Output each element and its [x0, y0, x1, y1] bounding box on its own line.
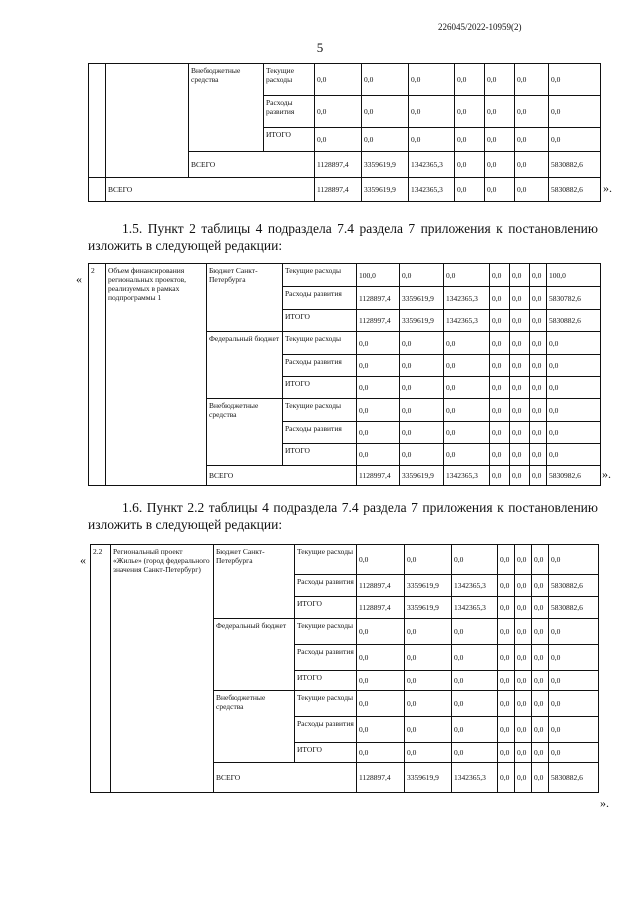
value-cell: 3359619,9	[362, 178, 409, 202]
value-cell: 0,0	[530, 377, 547, 399]
value-cell: 0,0	[515, 96, 549, 128]
value-cell: 0,0	[452, 645, 498, 671]
value-cell: 1342365,3	[452, 763, 498, 793]
value-cell: 1128897,4	[357, 287, 400, 310]
value-cell: 0,0	[452, 691, 498, 717]
value-cell: 0,0	[515, 717, 532, 743]
value-cell: 1342365,3	[409, 178, 455, 202]
value-cell: 0,0	[530, 466, 547, 486]
value-cell: 5830882,6	[549, 152, 601, 178]
value-cell: 1128897,4	[315, 178, 362, 202]
value-cell: 0,0	[515, 575, 532, 597]
value-cell: 0,0	[530, 355, 547, 377]
value-cell: 0,0	[362, 128, 409, 152]
value-cell: 0,0	[532, 743, 549, 763]
value-cell: 0,0	[490, 355, 510, 377]
table-continuation	[88, 63, 601, 202]
value-cell: 0,0	[498, 575, 515, 597]
value-cell: 0,0	[315, 128, 362, 152]
value-cell: 0,0	[455, 178, 485, 202]
value-cell: 0,0	[357, 691, 405, 717]
table-cell	[89, 178, 106, 202]
funding-source-cell: Федеральный бюджет	[207, 332, 283, 399]
value-cell: 0,0	[549, 671, 599, 691]
value-cell: 0,0	[444, 399, 490, 422]
table-item-2	[88, 263, 601, 486]
value-cell: 0,0	[515, 597, 532, 619]
value-cell: 0,0	[530, 444, 547, 466]
value-cell: 0,0	[362, 96, 409, 128]
value-cell: 0,0	[498, 743, 515, 763]
value-cell: 0,0	[515, 691, 532, 717]
item-name-cell: Региональный проект «Жилье» (город федерального значения Санкт-Петербург)	[111, 545, 214, 793]
value-cell: 3359619,9	[405, 597, 452, 619]
funding-source-cell: Внебюджетные средства	[189, 64, 264, 152]
value-cell: 0,0	[357, 717, 405, 743]
value-cell: 0,0	[400, 422, 444, 444]
close-quote: ».	[600, 796, 609, 810]
value-cell: 0,0	[409, 96, 455, 128]
value-cell: 0,0	[357, 422, 400, 444]
value-cell: 0,0	[400, 399, 444, 422]
value-cell: 0,0	[547, 399, 601, 422]
value-cell: 3359619,9	[405, 575, 452, 597]
value-cell: 0,0	[357, 671, 405, 691]
value-cell: 100,0	[357, 264, 400, 287]
expense-type-cell: ИТОГО	[283, 377, 357, 399]
value-cell: 0,0	[498, 645, 515, 671]
value-cell: 0,0	[515, 545, 532, 575]
value-cell: 0,0	[510, 355, 530, 377]
value-cell: 0,0	[357, 444, 400, 466]
value-cell: 0,0	[510, 264, 530, 287]
value-cell: 0,0	[362, 64, 409, 96]
value-cell: 0,0	[357, 619, 405, 645]
value-cell: 5830982,6	[547, 466, 601, 486]
value-cell: 0,0	[510, 377, 530, 399]
value-cell: 0,0	[549, 645, 599, 671]
expense-type-cell: Текущие расходы	[283, 399, 357, 422]
value-cell: 0,0	[455, 96, 485, 128]
value-cell: 1342365,3	[452, 597, 498, 619]
value-cell: 1342365,3	[452, 575, 498, 597]
value-cell: 0,0	[549, 743, 599, 763]
funding-source-cell: Бюджет Санкт-Петербурга	[207, 264, 283, 332]
value-cell: 3359619,9	[400, 466, 444, 486]
value-cell: 0,0	[485, 96, 515, 128]
value-cell: 0,0	[532, 597, 549, 619]
value-cell: 3359619,9	[400, 310, 444, 332]
table-cell	[89, 64, 106, 178]
expense-type-cell: Расходы развития	[295, 645, 357, 671]
value-cell: 0,0	[532, 545, 549, 575]
expense-type-cell: Расходы развития	[283, 355, 357, 377]
close-quote: ».	[602, 467, 611, 481]
value-cell: 0,0	[490, 466, 510, 486]
expense-type-cell: ИТОГО	[295, 743, 357, 763]
value-cell: 1128897,4	[357, 597, 405, 619]
total-label-cell: ВСЕГО	[189, 152, 315, 178]
value-cell: 0,0	[444, 444, 490, 466]
value-cell: 0,0	[515, 671, 532, 691]
value-cell: 0,0	[547, 332, 601, 355]
expense-type-cell: Текущие расходы	[283, 264, 357, 287]
value-cell: 0,0	[444, 377, 490, 399]
value-cell: 5830882,6	[549, 763, 599, 793]
value-cell: 1342365,3	[444, 466, 490, 486]
value-cell: 3359619,9	[405, 763, 452, 793]
total-label-cell: ВСЕГО	[207, 466, 357, 486]
value-cell: 0,0	[515, 743, 532, 763]
expense-type-cell: Текущие расходы	[295, 545, 357, 575]
value-cell: 0,0	[498, 763, 515, 793]
value-cell: 0,0	[405, 743, 452, 763]
value-cell: 0,0	[452, 743, 498, 763]
value-cell: 5830782,6	[547, 287, 601, 310]
value-cell: 0,0	[452, 671, 498, 691]
value-cell: 0,0	[510, 444, 530, 466]
expense-type-cell: Текущие расходы	[295, 619, 357, 645]
value-cell: 0,0	[400, 355, 444, 377]
value-cell: 0,0	[490, 287, 510, 310]
value-cell: 0,0	[532, 645, 549, 671]
value-cell: 1128997,4	[357, 310, 400, 332]
expense-type-cell: ИТОГО	[264, 128, 315, 152]
value-cell: 5830882,6	[547, 310, 601, 332]
value-cell: 0,0	[532, 575, 549, 597]
value-cell: 0,0	[530, 264, 547, 287]
paragraph-text: 1.6. Пункт 2.2 таблицы 4 подраздела 7.4 раздела 7 приложения к постановлению изложить в следующей редакции:	[88, 500, 598, 532]
value-cell: 0,0	[498, 597, 515, 619]
table-cell	[106, 64, 189, 178]
paragraph-1-6	[88, 499, 598, 533]
value-cell: 0,0	[547, 444, 601, 466]
value-cell: 0,0	[530, 332, 547, 355]
paragraph-text: 1.5. Пункт 2 таблицы 4 подраздела 7.4 раздела 7 приложения к постановлению изложить в следующей редакции:	[88, 221, 598, 253]
value-cell: 0,0	[315, 96, 362, 128]
value-cell: 0,0	[547, 355, 601, 377]
open-quote: «	[80, 553, 86, 567]
value-cell: 0,0	[444, 264, 490, 287]
value-cell: 0,0	[532, 671, 549, 691]
value-cell: 0,0	[532, 619, 549, 645]
value-cell: 0,0	[485, 178, 515, 202]
value-cell: 1128997,4	[357, 466, 400, 486]
value-cell: 0,0	[515, 645, 532, 671]
value-cell: 0,0	[510, 310, 530, 332]
value-cell: 0,0	[515, 178, 549, 202]
value-cell: 3359619,9	[400, 287, 444, 310]
value-cell: 0,0	[405, 619, 452, 645]
value-cell: 0,0	[549, 619, 599, 645]
value-cell: 0,0	[549, 717, 599, 743]
value-cell: 0,0	[490, 399, 510, 422]
value-cell: 0,0	[357, 545, 405, 575]
document-number: 226045/2022-10959(2)	[438, 22, 522, 32]
value-cell: 1128897,4	[357, 763, 405, 793]
value-cell: 0,0	[490, 332, 510, 355]
value-cell: 0,0	[400, 332, 444, 355]
value-cell: 0,0	[498, 717, 515, 743]
value-cell: 0,0	[455, 64, 485, 96]
value-cell: 100,0	[547, 264, 601, 287]
value-cell: 0,0	[400, 377, 444, 399]
expense-type-cell: Расходы развития	[295, 717, 357, 743]
value-cell: 0,0	[549, 64, 601, 96]
value-cell: 0,0	[510, 332, 530, 355]
expense-type-cell: Расходы развития	[283, 287, 357, 310]
total-label-cell: ВСЕГО	[214, 763, 357, 793]
value-cell: 0,0	[490, 377, 510, 399]
value-cell: 0,0	[405, 671, 452, 691]
value-cell: 0,0	[405, 717, 452, 743]
expense-type-cell: Расходы развития	[264, 96, 315, 128]
value-cell: 0,0	[357, 399, 400, 422]
value-cell: 0,0	[490, 310, 510, 332]
value-cell: 0,0	[510, 422, 530, 444]
value-cell: 0,0	[405, 645, 452, 671]
value-cell: 0,0	[490, 422, 510, 444]
value-cell: 0,0	[515, 64, 549, 96]
value-cell: 0,0	[532, 691, 549, 717]
value-cell: 0,0	[549, 128, 601, 152]
item-number-cell: 2	[89, 264, 106, 486]
page-number: 5	[316, 40, 324, 55]
value-cell: 0,0	[498, 619, 515, 645]
value-cell: 0,0	[444, 332, 490, 355]
value-cell: 0,0	[515, 152, 549, 178]
value-cell: 0,0	[549, 545, 599, 575]
funding-source-cell: Федеральный бюджет	[214, 619, 295, 691]
value-cell: 1128897,4	[357, 575, 405, 597]
value-cell: 0,0	[452, 619, 498, 645]
value-cell: 0,0	[357, 332, 400, 355]
expense-type-cell: Текущие расходы	[264, 64, 315, 96]
value-cell: 0,0	[547, 377, 601, 399]
value-cell: 0,0	[400, 444, 444, 466]
value-cell: 0,0	[547, 422, 601, 444]
expense-type-cell: Расходы развития	[295, 575, 357, 597]
expense-type-cell: Текущие расходы	[283, 332, 357, 355]
expense-type-cell: ИТОГО	[295, 671, 357, 691]
value-cell: 0,0	[485, 128, 515, 152]
value-cell: 0,0	[444, 422, 490, 444]
value-cell: 0,0	[515, 128, 549, 152]
value-cell: 0,0	[515, 619, 532, 645]
expense-type-cell: Расходы развития	[283, 422, 357, 444]
value-cell: 0,0	[357, 743, 405, 763]
paragraph-1-5	[88, 220, 598, 254]
value-cell: 0,0	[409, 128, 455, 152]
value-cell: 0,0	[455, 128, 485, 152]
expense-type-cell: ИТОГО	[295, 597, 357, 619]
funding-source-cell: Внебюджетные средства	[207, 399, 283, 466]
expense-type-cell: Текущие расходы	[295, 691, 357, 717]
value-cell: 3359619,9	[362, 152, 409, 178]
expense-type-cell: ИТОГО	[283, 310, 357, 332]
value-cell: 1342365,3	[444, 310, 490, 332]
value-cell: 0,0	[530, 422, 547, 444]
value-cell: 5830882,6	[549, 178, 601, 202]
value-cell: 0,0	[315, 64, 362, 96]
value-cell: 1128897,4	[315, 152, 362, 178]
funding-source-cell: Бюджет Санкт-Петербурга	[214, 545, 295, 619]
value-cell: 5830882,6	[549, 575, 599, 597]
value-cell: 0,0	[532, 717, 549, 743]
value-cell: 0,0	[452, 545, 498, 575]
open-quote: «	[76, 272, 82, 286]
value-cell: 0,0	[444, 355, 490, 377]
value-cell: 0,0	[405, 691, 452, 717]
expense-type-cell: ИТОГО	[283, 444, 357, 466]
grand-total-label-cell: ВСЕГО	[106, 178, 315, 202]
value-cell: 0,0	[510, 287, 530, 310]
table-item-2-2	[90, 544, 599, 793]
value-cell: 0,0	[452, 717, 498, 743]
value-cell: 0,0	[455, 152, 485, 178]
value-cell: 0,0	[549, 96, 601, 128]
value-cell: 0,0	[530, 310, 547, 332]
value-cell: 0,0	[549, 691, 599, 717]
value-cell: 0,0	[490, 444, 510, 466]
value-cell: 0,0	[405, 545, 452, 575]
value-cell: 0,0	[409, 64, 455, 96]
value-cell: 0,0	[498, 671, 515, 691]
value-cell: 1342365,3	[409, 152, 455, 178]
value-cell: 0,0	[498, 545, 515, 575]
value-cell: 0,0	[357, 377, 400, 399]
value-cell: 5830882,6	[549, 597, 599, 619]
value-cell: 0,0	[400, 264, 444, 287]
value-cell: 0,0	[357, 355, 400, 377]
value-cell: 0,0	[532, 763, 549, 793]
value-cell: 1342365,3	[444, 287, 490, 310]
value-cell: 0,0	[485, 64, 515, 96]
item-number-cell: 2.2	[91, 545, 111, 793]
value-cell: 0,0	[530, 287, 547, 310]
item-name-cell: Объем финансирования региональных проектов, реализуемых в рамках подпрограммы 1	[106, 264, 207, 486]
value-cell: 0,0	[357, 645, 405, 671]
close-quote: ».	[603, 181, 612, 195]
value-cell: 0,0	[498, 691, 515, 717]
value-cell: 0,0	[530, 399, 547, 422]
value-cell: 0,0	[510, 399, 530, 422]
value-cell: 0,0	[510, 466, 530, 486]
value-cell: 0,0	[485, 152, 515, 178]
value-cell: 0,0	[515, 763, 532, 793]
funding-source-cell: Внебюджетные средства	[214, 691, 295, 763]
value-cell: 0,0	[490, 264, 510, 287]
